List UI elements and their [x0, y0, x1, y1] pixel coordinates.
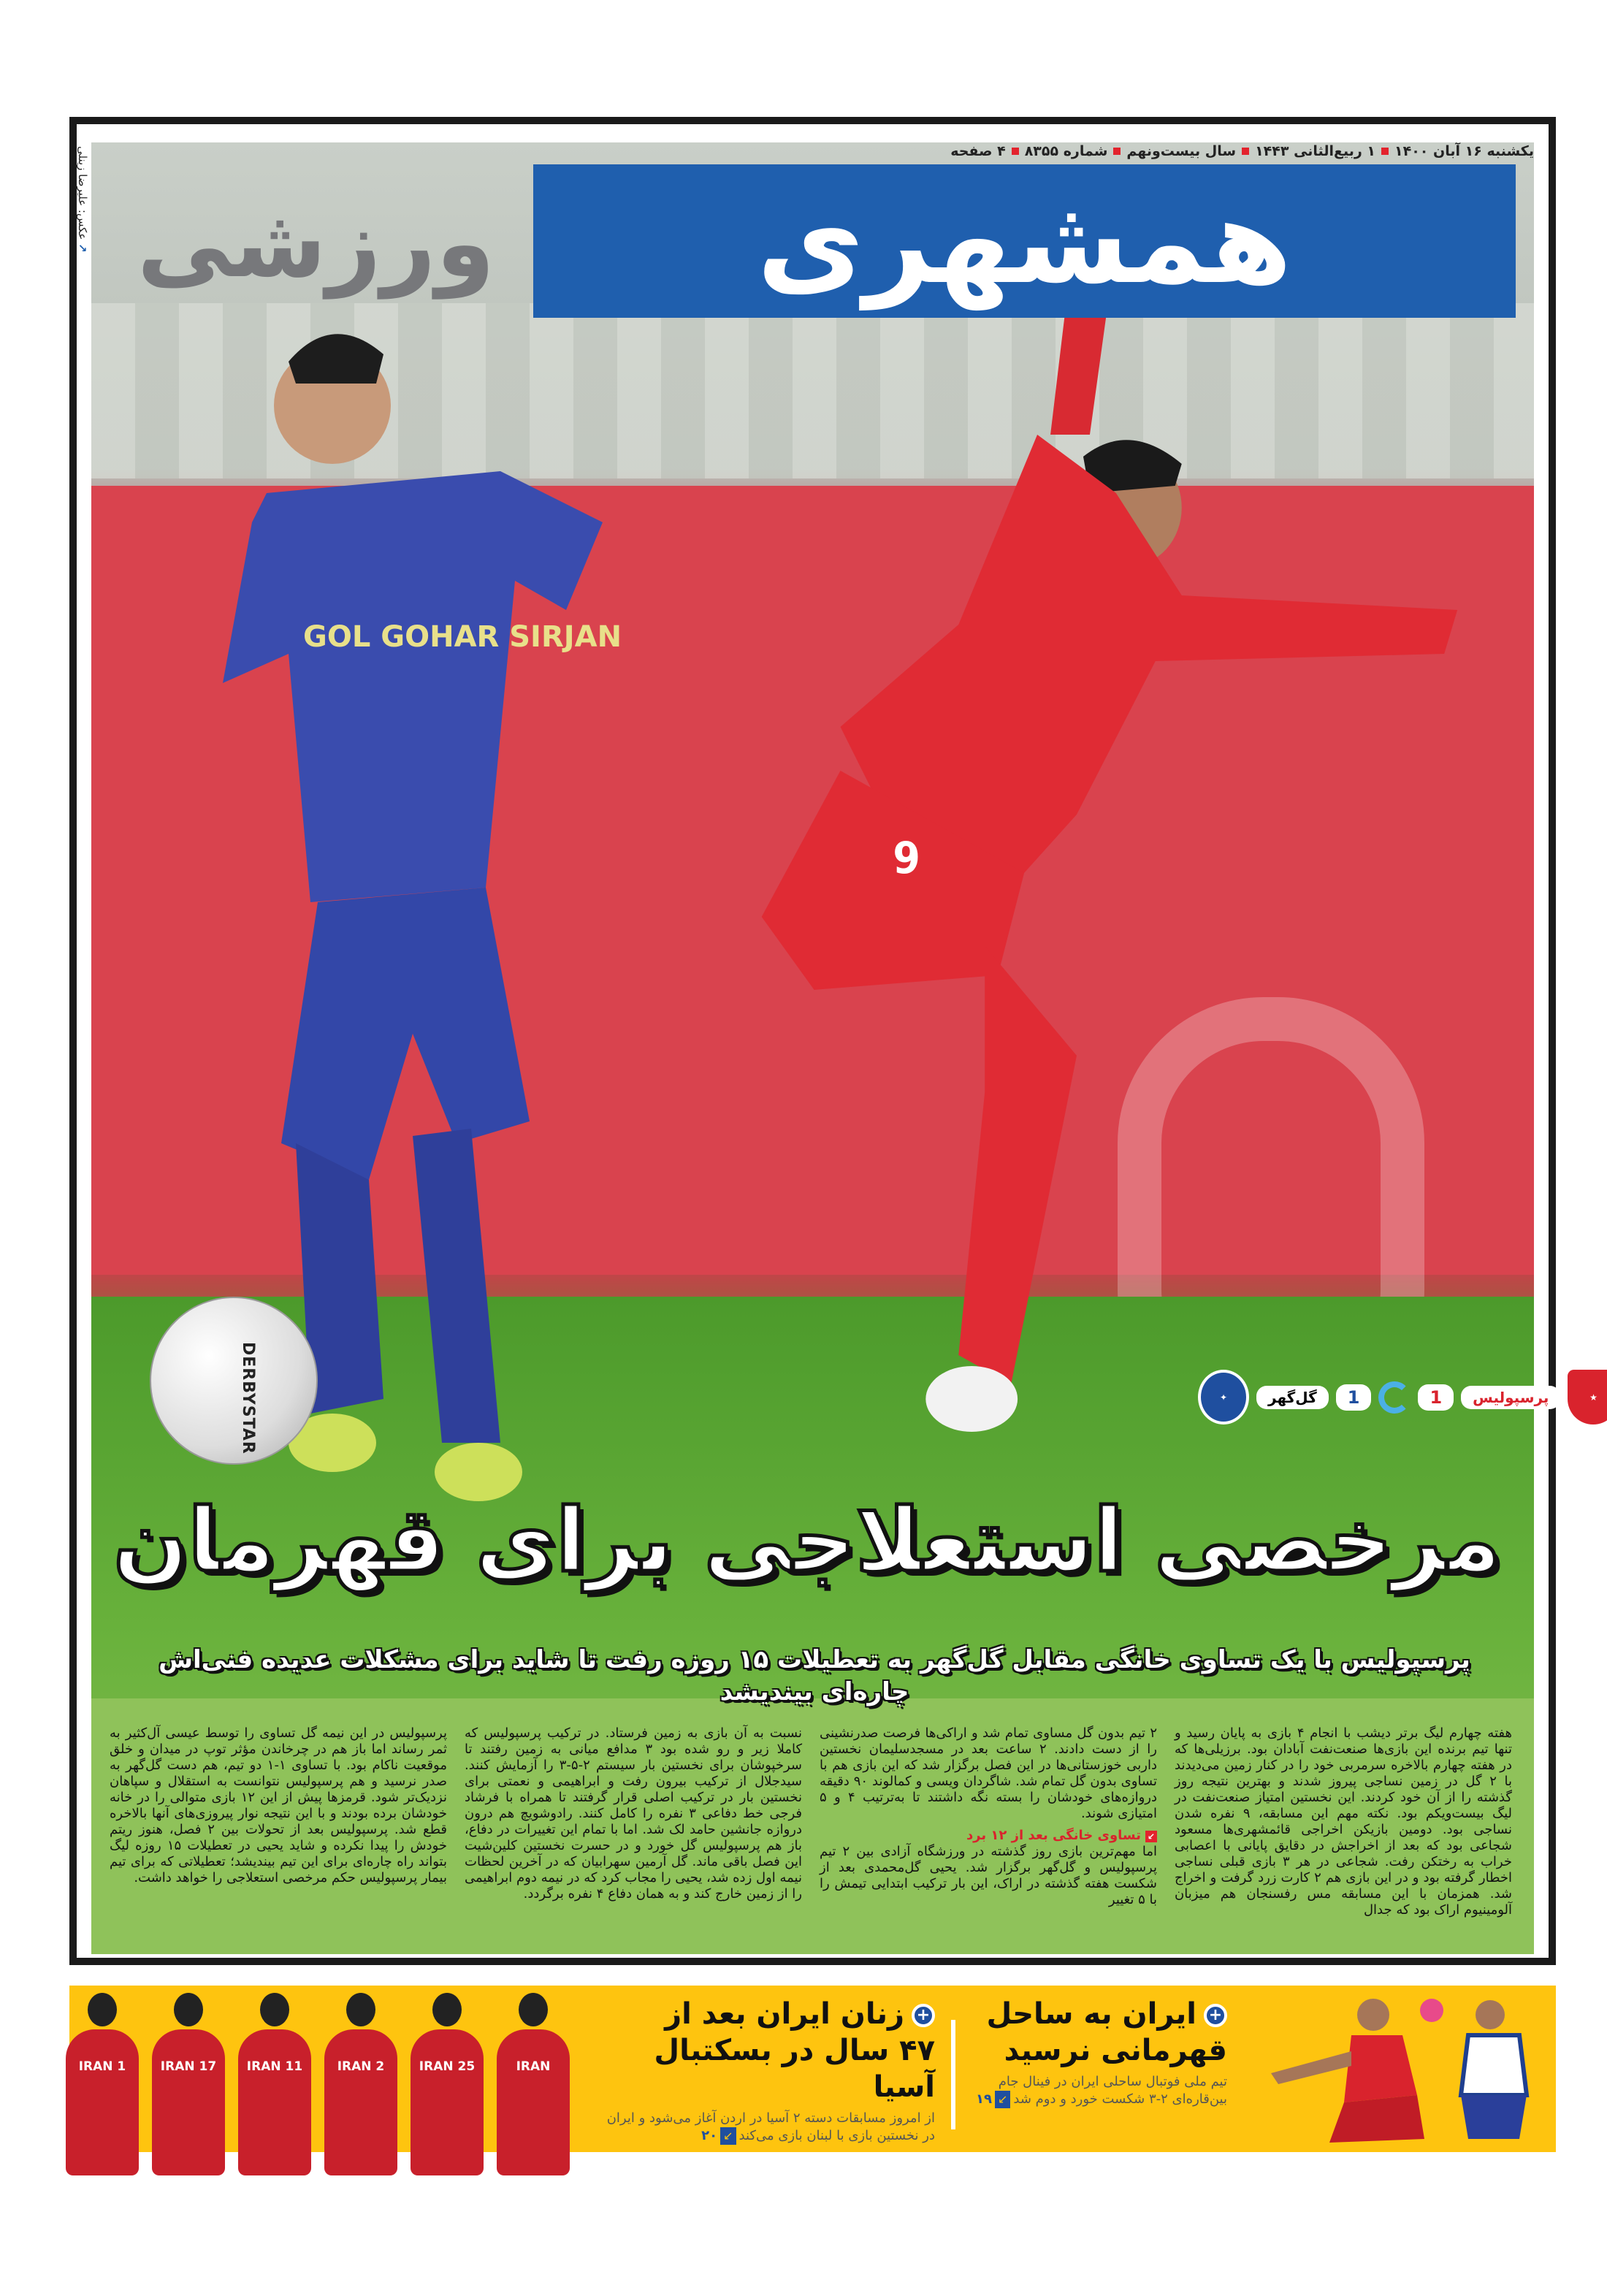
teaser-beach-soccer[interactable] [964, 1996, 1227, 2108]
main-headline: مرخصی استعلاجی برای قهرمان [112, 1490, 1502, 1592]
teaser-description [964, 2073, 1227, 2108]
title-line: قهرمانی نرسید [1004, 2034, 1227, 2067]
arrow-icon: ↙ [995, 2091, 1010, 2108]
page-count: ۴ صفحه [950, 143, 1006, 159]
jersey-label: IRAN 25 [419, 2059, 476, 2074]
column-text: پرسپولیس در این نیمه گل تساوی را توسط عیسی آل‌کثیر به ثمر رساند اما باز هم در چرخاندن مؤثر توپ در میدان و خلق موقعیت ناکام بود. با تساوی ۱-۱ دو تیم، هم دست گل‌گهر به صدر نرسید و هم پرسپولیس نتوانست به استقلال و سپاهان نزدیک‌تر شود. قرمزها پیش از این ۱۲ بازی متوالی را در خانه خودشان برده بودند و با این نتیجه نوار پیروزی‌های آنها بالاخره قطع شد. پرسپولیس بعد از تحولات بین ۲ فصل، هنوز ریتم خودش را پیدا نکرده و شاید یحیی در تعطیلات ۱۵ روزه لیگ بتواند راه چاره‌ای برای این تیم بیندیشد؛ تعطیلاتی که برای تیم بیمار پرسپولیس حکم مرخصی استعلاجی را خواهد داشت. [110, 1725, 448, 1885]
article-body [110, 1725, 1512, 1953]
desc-line: بین‌قاره‌ای ۲-۳ شکست خورد و دوم شد [1013, 2091, 1227, 2107]
title-line: ۴۷ سال در بسکتبال آسیا [654, 2034, 935, 2104]
arrow-icon: ↗ [76, 243, 89, 253]
teaser-title [599, 1996, 935, 2105]
basketball-team-photo [66, 1993, 577, 2285]
desc-line: و ایران در نخستین بازی با لبنان بازی می‌کند [606, 2110, 935, 2143]
jersey-label: IRAN 1 [78, 2059, 126, 2074]
plus-icon: + [912, 2004, 935, 2027]
date-hijri: ۱ ربیع‌الثانی ۱۴۴۳ [1255, 143, 1375, 159]
home-score: 1 [1418, 1384, 1454, 1411]
date-weekday: یکشنبه ۱۶ آبان ۱۴۰۰ [1394, 143, 1534, 159]
teaser-title [964, 1996, 1227, 2069]
article-column [465, 1725, 802, 1953]
player-figure [497, 2029, 570, 2175]
plus-icon: + [1204, 2004, 1227, 2027]
subheading-text: تساوی خانگی بعد از ۱۲ برد [966, 1828, 1141, 1843]
player-head [432, 1993, 462, 2026]
away-team: گل‌گهر [1256, 1386, 1329, 1409]
league-logo-icon [1378, 1381, 1411, 1414]
desc-line: از امروز مسابقات دسته ۲ آسیا در اردن آغاز می‌شود [649, 2110, 935, 2126]
jersey-label: IRAN 2 [337, 2059, 385, 2074]
gol-gohar-crest-icon: ✦ [1198, 1370, 1249, 1424]
scoreboard [1198, 1370, 1607, 1424]
separator-square [1012, 148, 1019, 155]
article-subheading [820, 1828, 1157, 1844]
player-persepolis [617, 216, 1523, 1494]
column-text: ۲ تیم بدون گل مساوی تمام شد و اراکی‌ها فرصت صدرنشینی را از دست دادند. ۲ ساعت بعد در مسجدسلیمان نخستین داربی خوزستانی‌ها در این فصل برگزار شد که این بازی هم با تساوی بدون گل تمام شد. شاگردان ویسی و کمالوند ۹۰ دقیقه دروازه‌های خودشان را بسته نگه داشتند تا به‌ترتیب ۴ و ۵ امتیازی شوند. [820, 1725, 1158, 1821]
article-column [820, 1725, 1157, 1953]
football [150, 1297, 318, 1465]
column-text: نسبت به آن بازی به زمین فرستاد. در ترکیب پرسپولیس که کاملا زیر و رو شده بود ۳ مدافع میانی به زمین رفتند تا سرخپوشان برای نخستین بار سیستم ۲-۵-۳ را آزمایش کنند. سیدجلال از ترکیب بیرون رفت و ابراهیمی و نعمتی برای نخستین بار در ترکیب اصلی قرار گرفتند تا همراه با فرشاد فرجی خط دفاعی ۳ نفره را کامل کنند. رادوشویچ هم درون دروازه جانشین حامد لک شد. اما با تمام این تغییرات در دفاع، باز هم پرسپولیس گل خورد و در حسرت نخستین کلین‌شیت این فصل باقی ماند. گل آرمین سهرابیان که در آخرین لحظات نیمه اول زده شد، یحیی را مجاب کرد که در نیمه دوم ابراهیمی را از زمین خارج کند و به همان دفاع ۴ نفره برگردد. [465, 1725, 803, 1902]
player-head [519, 1993, 548, 2026]
article-column [110, 1725, 447, 1953]
beach-soccer-photo [1242, 1993, 1541, 2150]
teaser-divider [951, 2020, 955, 2129]
player-figure [411, 2029, 484, 2175]
masthead-section: ورزشی [137, 187, 495, 299]
desc-line: تیم ملی فوتبال ساحلی ایران در فینال جام [998, 2074, 1227, 2089]
arrow-icon: ↙ [720, 2127, 736, 2145]
home-team: پرسپولیس [1461, 1386, 1560, 1409]
player-head [260, 1993, 289, 2026]
persepolis-crest-icon: ★ [1568, 1370, 1607, 1424]
title-line: ایران به ساحل [986, 1997, 1196, 2031]
player-head [346, 1993, 375, 2026]
separator-square [1381, 148, 1389, 155]
player-figure [238, 2029, 311, 2175]
issue-number: شماره ۸۳۵۵ [1024, 143, 1108, 159]
jersey-text: GOL GOHAR SIRJAN [303, 620, 622, 654]
jersey-label: IRAN 11 [246, 2059, 303, 2074]
player-figure [152, 2029, 225, 2175]
dateline [950, 143, 1534, 159]
separator-square [1113, 148, 1121, 155]
teaser-women-basketball[interactable] [599, 1996, 935, 2145]
column-text: اما مهم‌ترین بازی روز گذشته در ورزشگاه آزادی بین ۲ تیم پرسپولیس و گل‌گهر برگزار شد. یحیی گل‌محمدی بعد از شکست هفته گذشته در اراک، این بار ترکیب ابتدایی تیمش را با ۵ تغییر [820, 1844, 1157, 1907]
jersey-label: IRAN [516, 2059, 551, 2074]
jersey-number: 9 [893, 833, 920, 884]
jersey-label: IRAN 17 [160, 2059, 217, 2074]
separator-square [1242, 148, 1249, 155]
volume-year: سال بیست‌ونهم [1126, 143, 1237, 159]
player-figure [66, 2029, 139, 2175]
player-head [174, 1993, 203, 2026]
article-column [1175, 1725, 1512, 1953]
ball-brand: DERBYSTAR [239, 1342, 257, 1454]
away-score: 1 [1336, 1384, 1372, 1411]
page-ref[interactable]: ۱۹ [976, 2091, 992, 2107]
page-ref[interactable]: ۲۰ [701, 2128, 718, 2143]
title-line: زنان ایران بعد از [665, 1997, 904, 2031]
masthead-logo: همشهری [533, 164, 1516, 318]
teaser-description [599, 2110, 935, 2145]
player-figure [324, 2029, 397, 2175]
photo-credit [76, 146, 89, 253]
player-head [88, 1993, 117, 2026]
subheadline: پرسپولیس با یک تساوی خانگی مقابل گل‌گهر به تعطیلات ۱۵ روزه رفت تا شاید برای مشکلات عدیده فنی‌اش چاره‌ای بیندیشد [159, 1645, 1470, 1706]
arrow-icon: ↙ [1145, 1831, 1157, 1842]
column-text: هفته چهارم لیگ برتر دیشب با انجام ۴ بازی به پایان رسید و تنها تیم برنده این بازی‌ها صنعت‌نفت آبادان بود. برزیلی‌ها که در هفته چهارم بالاخره سرمربی خود را در کنار زمین می‌دیدند با ۲ گل در زمین نساجی پیروز شدند و بهترین نتیجه روز گذشته را از آن خود کردند. این نخستین امتیاز صنعت‌نفت در لیگ بیست‌ویکم بود. نکته مهم این مسابقه، ۹ نفره شدن نساجی بود. دومین بازیکن اخراجی قائمشهری‌ها مسعود شجاعی بود که بعد از اخراجش در دقایق پایانی با اعصابی خراب به رختکن رفت. شجاعی در هر ۳ بازی قبلی نساجی اخطار گرفته بود و در این بازی هم ۲ کارت زرد گرفت و اخراج شد. همزمان با این مسابقه مس رفسنجان هم میزبان آلومینیوم اراک بود که جدال [1175, 1725, 1513, 1918]
photo-credit-text: عکس: علیرضا زینلی [76, 146, 89, 240]
